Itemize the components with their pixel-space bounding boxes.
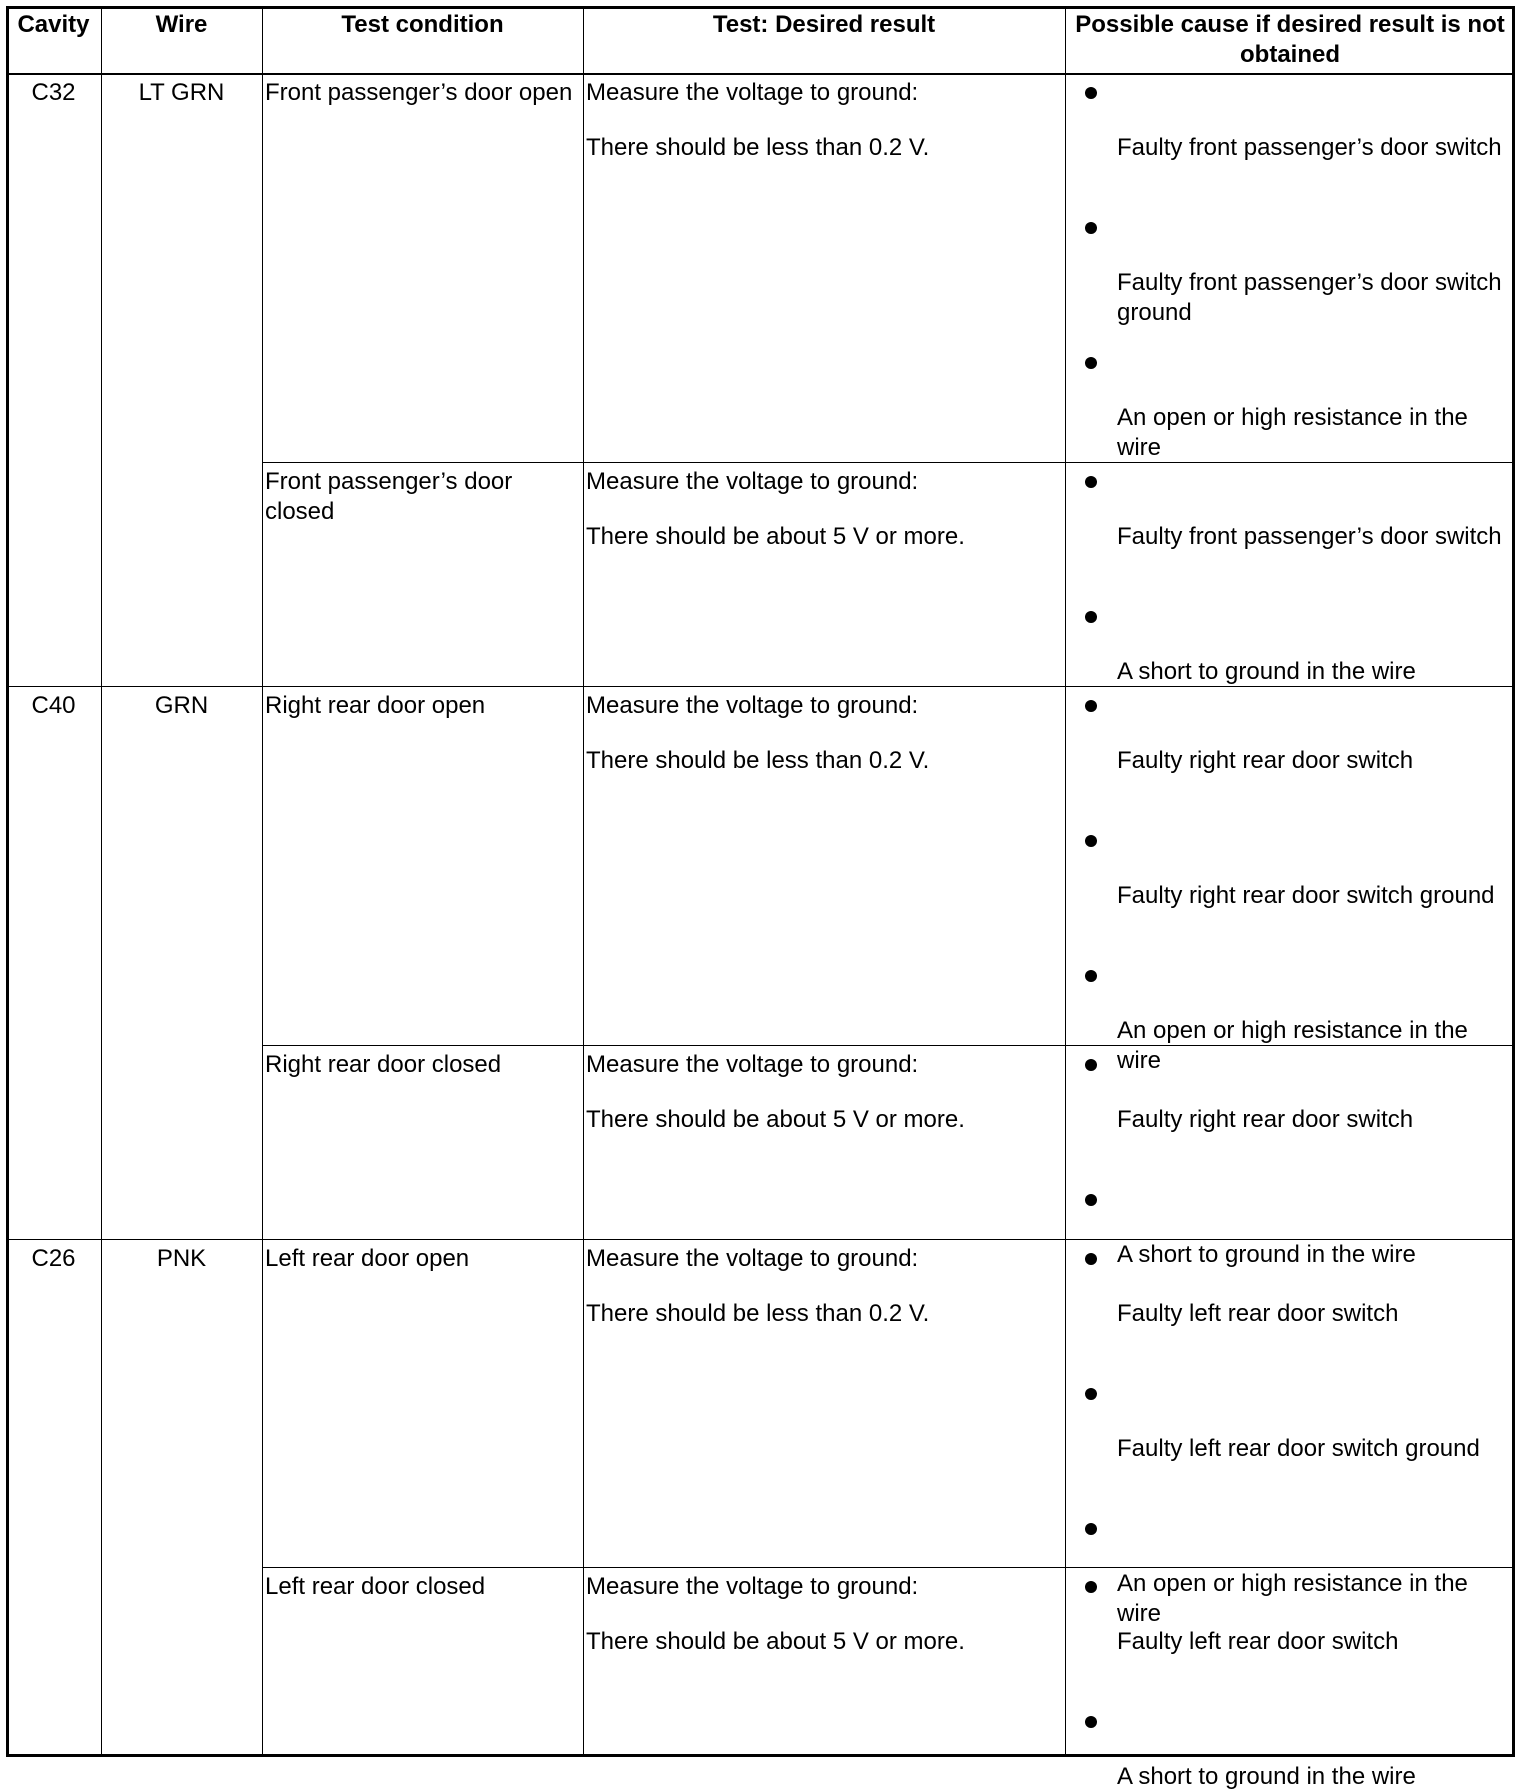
row-divider [262, 1567, 1515, 1568]
cavity-cell: C26 [31, 1245, 76, 1272]
header-cavity: Cavity [17, 11, 90, 38]
bullet-icon [1085, 1388, 1097, 1400]
wire-cell: GRN [154, 692, 209, 719]
test-condition-cell: Left rear door open [265, 1245, 470, 1272]
bullet-icon [1085, 1716, 1097, 1728]
bullet-icon [1085, 357, 1097, 369]
column-divider [583, 6, 584, 1757]
measure-text: Measure the voltage to ground: [586, 1245, 919, 1272]
column-divider [101, 6, 102, 1757]
wire-cell: LT GRN [138, 79, 225, 106]
header-divider [6, 73, 1515, 75]
cavity-cell: C40 [31, 692, 76, 719]
column-divider [1065, 6, 1066, 1757]
measure-text: Measure the voltage to ground: [586, 1051, 919, 1078]
measure-text: Measure the voltage to ground: [586, 79, 919, 106]
measure-text: Measure the voltage to ground: [586, 692, 919, 719]
possible-cause-item: Faulty right rear door switch ground [1117, 882, 1495, 909]
possible-cause-item: A short to ground in the wire [1117, 1763, 1416, 1790]
group-divider [6, 686, 1515, 687]
possible-cause-item: An open or high resistance in the wire [1117, 1570, 1468, 1627]
possible-cause-item: An open or high resistance in the wire [1117, 1017, 1468, 1074]
possible-cause-item: An open or high resistance in the wire [1117, 404, 1468, 461]
possible-cause-item: Faulty front passenger’s door switch [1117, 134, 1502, 161]
bullet-icon [1085, 1253, 1097, 1265]
column-divider [262, 6, 263, 1757]
test-condition-cell: Left rear door closed [265, 1573, 486, 1600]
expected-result-text: There should be about 5 V or more. [586, 523, 965, 550]
header-test-condition: Test condition [341, 11, 504, 38]
possible-cause-item: Faulty front passenger’s door switch ground [1117, 269, 1502, 326]
bullet-icon [1085, 1059, 1097, 1071]
possible-cause-item: A short to ground in the wire [1117, 658, 1416, 685]
cavity-cell: C32 [31, 79, 76, 106]
bullet-icon [1085, 611, 1097, 623]
row-divider [262, 462, 1515, 463]
expected-result-text: There should be less than 0.2 V. [586, 1300, 930, 1327]
bullet-icon [1085, 1581, 1097, 1593]
possible-cause-item: Faulty left rear door switch ground [1117, 1435, 1480, 1462]
test-condition-cell: Right rear door closed [265, 1051, 502, 1078]
measure-text: Measure the voltage to ground: [586, 468, 919, 495]
bullet-icon [1085, 835, 1097, 847]
test-condition-cell: Right rear door open [265, 692, 486, 719]
bullet-icon [1085, 1523, 1097, 1535]
test-condition-cell: Front passenger’s door closed [265, 468, 513, 525]
header-wire: Wire [155, 11, 208, 38]
bullet-icon [1085, 87, 1097, 99]
bullet-icon [1085, 476, 1097, 488]
bullet-icon [1085, 222, 1097, 234]
expected-result-text: There should be about 5 V or more. [586, 1106, 965, 1133]
measure-text: Measure the voltage to ground: [586, 1573, 919, 1600]
header-possible-cause: Possible cause if desired result is not obtained [1075, 11, 1505, 68]
bullet-icon [1085, 970, 1097, 982]
bullet-icon [1085, 1194, 1097, 1206]
bullet-icon [1085, 700, 1097, 712]
expected-result-text: There should be less than 0.2 V. [586, 134, 930, 161]
expected-result-text: There should be less than 0.2 V. [586, 747, 930, 774]
possible-cause-item: Faulty left rear door switch [1117, 1628, 1399, 1655]
wire-cell: PNK [156, 1245, 207, 1272]
expected-result-text: There should be about 5 V or more. [586, 1628, 965, 1655]
possible-cause-item: Faulty left rear door switch [1117, 1300, 1399, 1327]
group-divider [6, 1239, 1515, 1240]
test-condition-cell: Front passenger’s door open [265, 79, 573, 106]
row-divider [262, 1045, 1515, 1046]
possible-cause-item: Faulty right rear door switch [1117, 747, 1414, 774]
possible-cause-item: Faulty right rear door switch [1117, 1106, 1414, 1133]
possible-cause-item: A short to ground in the wire [1117, 1241, 1416, 1268]
header-desired-result: Test: Desired result [712, 11, 936, 38]
possible-cause-item: Faulty front passenger’s door switch [1117, 523, 1502, 550]
